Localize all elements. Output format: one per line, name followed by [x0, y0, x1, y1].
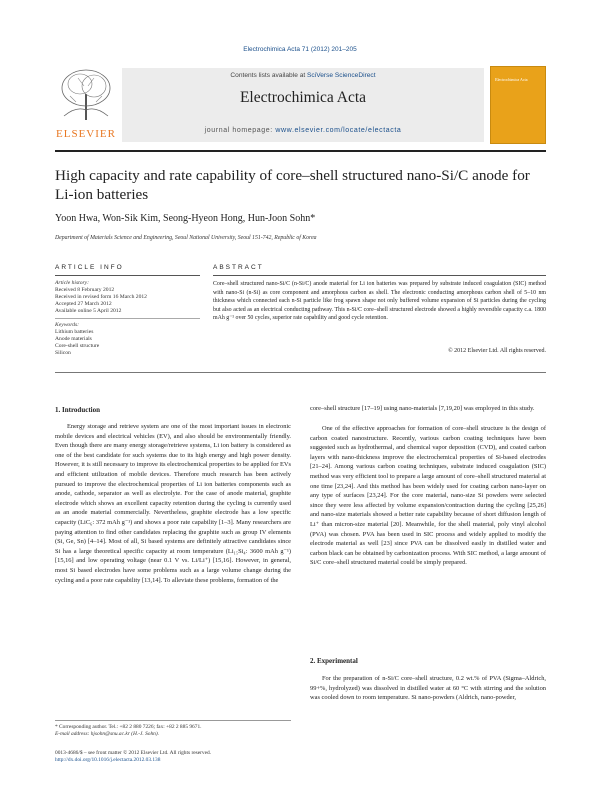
history-received: Received 8 February 2012 — [55, 287, 115, 293]
keyword-item: Silicon — [55, 350, 71, 356]
abstract-rule — [213, 275, 546, 276]
elsevier-logo — [52, 66, 120, 144]
elsevier-tree-icon — [56, 66, 116, 122]
abstract-heading: ABSTRACT — [213, 264, 264, 271]
keywords-rule — [55, 318, 200, 319]
homepage-prefix: journal homepage: — [204, 127, 276, 134]
history-label: Article history: — [55, 280, 90, 286]
article-title-line2: Li-ion batteries — [55, 186, 149, 203]
intro-paragraph: Energy storage and retrieve system are one of the most important issues in electronic mobile devices and electrical vehicles (EV), and also should be environmentally friendly. Even though there are many energy storage/retrieve systems, Li ion battery is considered as one of the best candidate for such systems due to its high energy and high power density. However, it is still necessary to improve its electrochemical properties to be applied for EVs and efficient utilization of mobile devices. Therefore much research has been actively pursued to improve the electrochemical properties of Li ion batteries components such as anode, cathode, separator as well as electrolyte. For the case of anode material, graphite electrode which shows an excellent capacity retention during the cycling is currently used as an anode material commercially. Nevertheless, graphite electrode has a low specific capacity (LiC₆: 372 mAh g⁻¹) and shows a poor rate capability [1–3]. Many researchers are paying attention to find other candidates replacing the graphite such as group IV elements (Si, Ge, Sn) [4–14]. Most of all, Si based systems are definitely attractive candidates since Si has a large theoretical specific capacity at room temperature (Li₁₅Si₄: 3600 mAh g⁻¹) [15,16] and low operating voltage (near 0.1 V vs. Li/Li⁺) [15,16]. However, in general, most Si based electrodes have some problems such as a large volume change during the cycling and a poor rate capability [13,14]. To alleviate these problems, formation of the — [55, 423, 291, 584]
journal-homepage — [122, 127, 484, 134]
cover-title: Electrochimica Acta — [495, 77, 528, 82]
abstract-bottom-rule — [55, 372, 546, 373]
keyword-item: Core-shell structure — [55, 343, 100, 349]
author-email[interactable]: E-mail address: hjsohn@snu.ac.kr (H.-J. Sohn). — [55, 731, 160, 737]
history-accepted: Accepted 27 March 2012 — [55, 301, 112, 307]
history-online: Available online 5 April 2012 — [55, 308, 122, 314]
keyword-item: Anode materials — [55, 336, 92, 342]
homepage-link[interactable]: www.elsevier.com/locate/electacta — [275, 127, 402, 134]
journal-title: Electrochimica Acta — [239, 89, 367, 106]
issn-line: 0013-4686/$ – see front matter © 2012 Elsevier Ltd. All rights reserved. — [55, 750, 212, 756]
col2-paragraph-1: core–shell structure [17–19] using nano-materials [7,19,20] was employed in this study. — [310, 405, 535, 412]
masthead-rule — [55, 150, 546, 152]
corresponding-author-note — [55, 724, 291, 738]
article-title-line1: High capacity and rate capability of core–shell structured nano-Si/C anode for — [55, 167, 530, 184]
authors: Yoon Hwa, Won-Sik Kim, Seong-Hyeon Hong, Hun-Joon Sohn* — [55, 213, 316, 224]
affiliation: Department of Materials Science and Engineering, Seoul National University, Seoul 151-742, Republic of Korea — [55, 235, 317, 241]
article-history — [55, 280, 200, 315]
contents-line — [122, 72, 484, 79]
copyright: © 2012 Elsevier Ltd. All rights reserved. — [448, 348, 546, 354]
contents-prefix: Contents lists available at — [230, 72, 308, 79]
keywords-label: Keywords: — [55, 322, 80, 328]
corresponding-author: * Corresponding author. Tel.: +82 2 880 7226; fax: +82 2 885 9671. — [55, 724, 202, 730]
doi-link[interactable]: http://dx.doi.org/10.1016/j.electacta.2012.03.138 — [55, 757, 161, 763]
journal-citation[interactable]: Electrochimica Acta 71 (2012) 201–205 — [243, 46, 357, 53]
history-revised: Received in revised form 16 March 2012 — [55, 294, 147, 300]
experimental-heading: 2. Experimental — [310, 657, 358, 665]
footnote-rule — [55, 720, 291, 721]
article-title — [55, 166, 545, 204]
abstract-text: Core–shell structured nano-Si/C (n-Si/C) anode material for Li ion batteries was prepared by substrate induced coagulation (SIC) method with nano-Si (n-Si) as core component and amorphous carbon as shell. The electronic conducting amorphous carbon shell of 5–10 nm thickness which connected each n-Si particle like frog spawn shape not only buffered volume expansion of Si particles during the cycling but also acted as an electrical conducting pathway. This n-Si/C core–shell structured electrode showed a highly reversible capacity c.a. 1800 mAh g⁻¹ over 50 cycles, superior rate capability and good cycle retention. — [213, 281, 546, 322]
front-matter — [55, 750, 355, 764]
article-info-rule — [55, 275, 200, 276]
keywords — [55, 322, 200, 357]
publisher-logo-text: ELSEVIER — [56, 128, 116, 140]
keyword-item: Lithium batteries — [55, 329, 94, 335]
article-info-heading: ARTICLE INFO — [55, 264, 124, 271]
journal-cover-image — [490, 66, 546, 144]
experimental-paragraph: For the preparation of n-Si/C core–shell structure, 0.2 wt.% of PVA (Sigma–Aldrich, 99+%, hydrolyzed) was dissolved in distilled water at 60 °C with stirring and the solution was cooled down to room temperature. Si nano-powders (Aldrich, nano-powder, — [310, 675, 546, 702]
sciencedirect-link[interactable]: SciVerse ScienceDirect — [307, 72, 376, 79]
col2-paragraph-2: One of the effective approaches for formation of core–shell structure is the design of carbon coated nanostructure. Recently, various carbon coating techniques have been suggested such as hydrothermal, and chemical vapor deposition (CVD), and coated carbon layers with nano-thickness improve the electrochemical properties of Si-based electrodes [21–24]. Among various carbon coating techniques, substrate induced coagulation (SIC) method was very efficient tool to prepare a large amount of core–shell structured material at one time [23,24]. And this method has been widely used for coating carbon nano-layer on any type of surfaces [23,24]. For the core material, nano-size Si powders were selected since they were less affected by volume expansion/contraction during the cycling [25,26] and nano-size materials showed a better rate capability because of short diffusion length of Li⁺ than micron-size material [20]. Meanwhile, for the shell material, poly vinyl alcohol (PVA) was chosen. PVA has been used in SIC process and widely applied to modify the electrode material as well [23] since PVA can be dissolved easily in distilled water and carbon black can be obtained by carbonization process. With SIC method, a large amount of Si/C core–shell structured material could be simply prepared. — [310, 425, 546, 567]
intro-heading: 1. Introduction — [55, 406, 100, 414]
